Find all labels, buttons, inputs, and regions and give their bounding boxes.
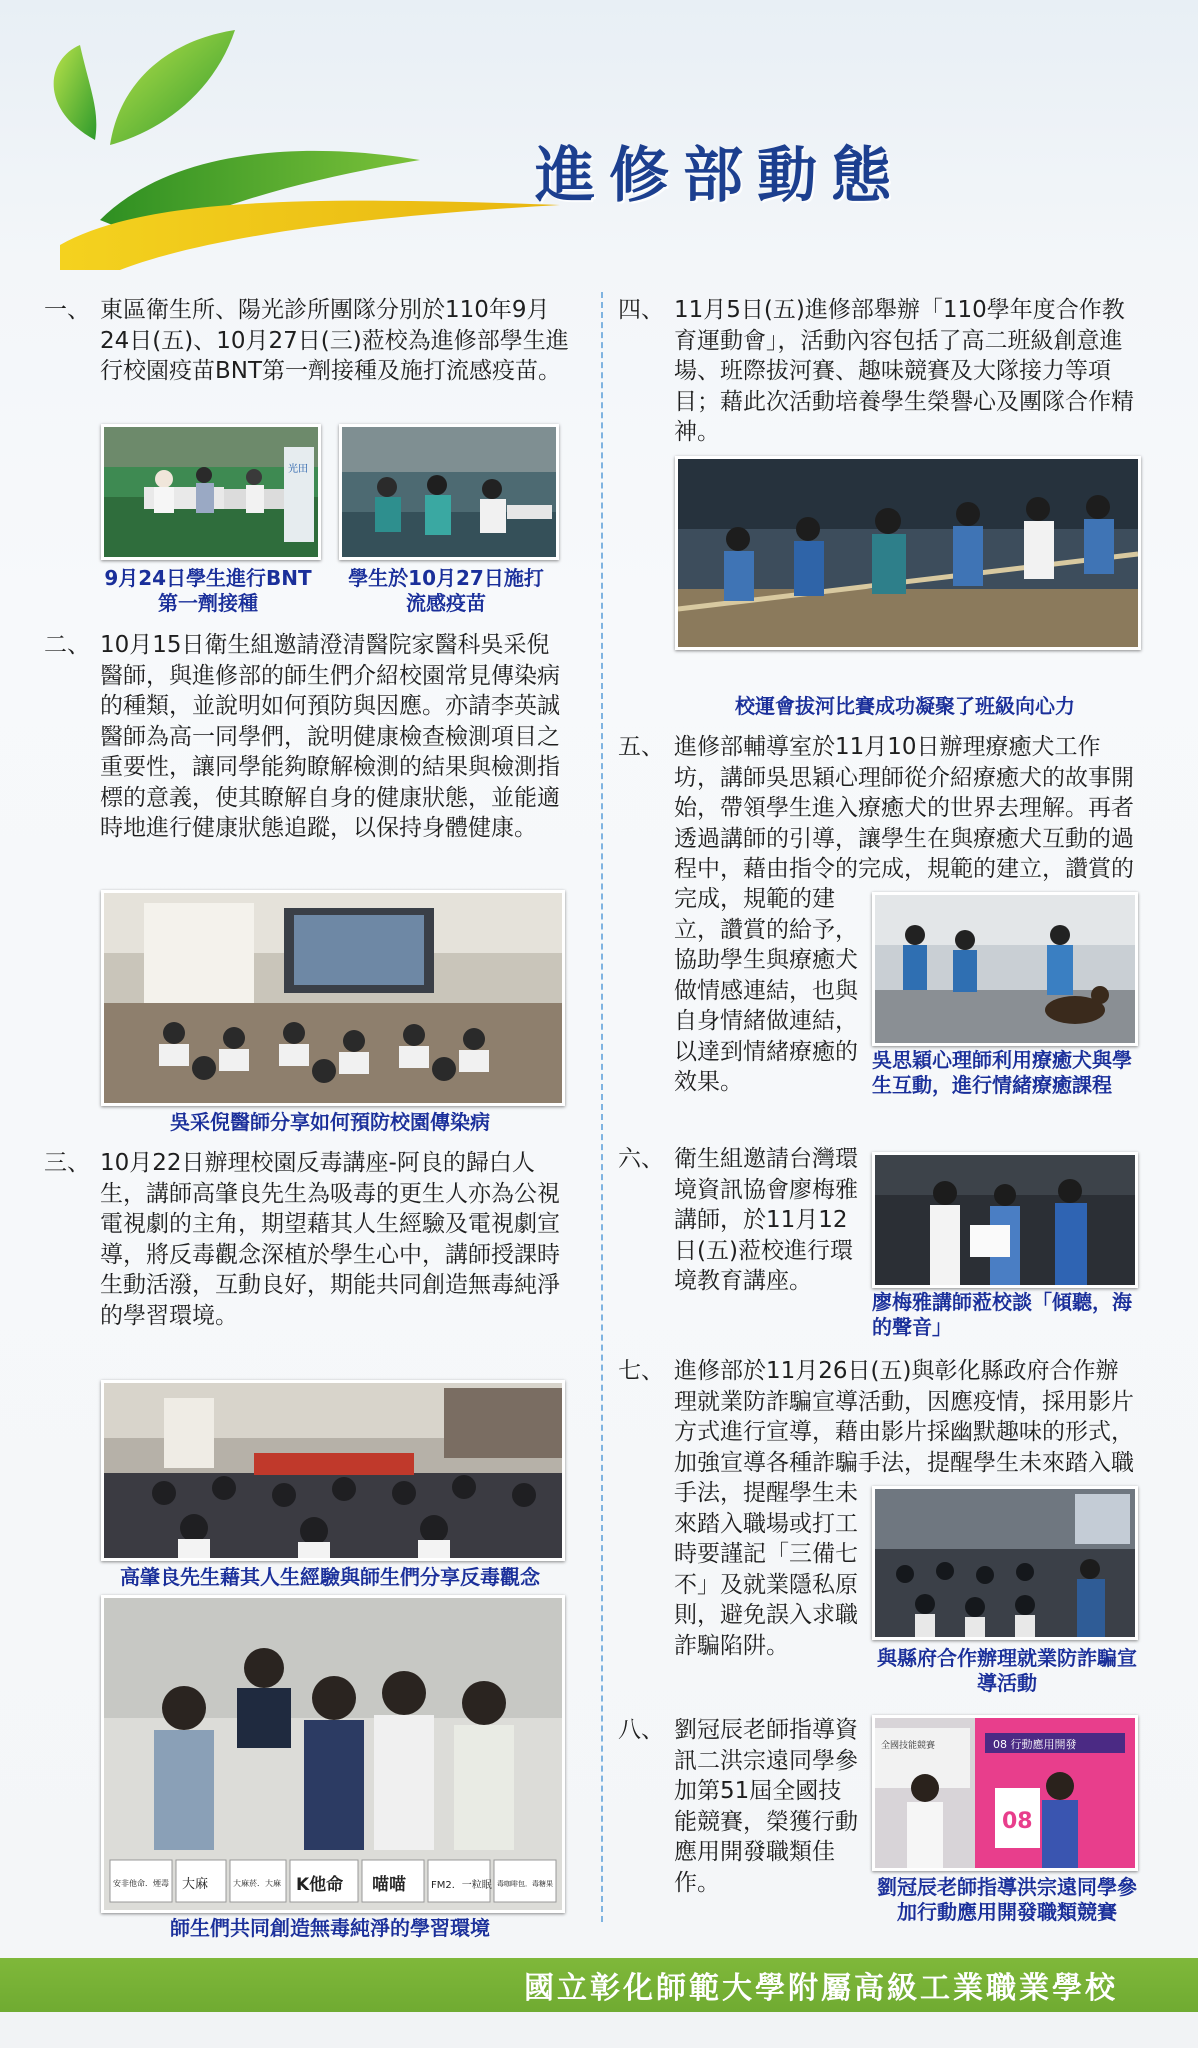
banner-text: 08 行動應用開發 — [993, 1738, 1077, 1751]
section-1 — [44, 295, 570, 387]
placard-text: FM2．一粒眠 — [431, 1880, 492, 1891]
section-text: 進修部於11月26日(五)與彰化縣政府合作辦理就業防詐騙宣導活動，因應疫情，採用影片方式進行宣導，藉由影片採幽默趣味的形式，加強宣導各種詐騙手法，提醒學生未來踏入職 — [674, 1358, 1134, 1476]
section-number: 六、 — [618, 1146, 664, 1172]
caption-antidrug-lecture: 高肇良先生藉其人生經驗與師生們分享反毒觀念 — [120, 1565, 540, 1589]
section-text-continued: 完成，規範的建立，讚賞的給予，協助學生與療癒犬做情感連結，也與自身情緒做連結，以達到情緒療癒的效果。 — [674, 886, 858, 1095]
caption-drug-free-group: 師生們共同創造無毒純淨的學習環境 — [170, 1916, 490, 1940]
section-5-continued — [618, 884, 864, 1098]
photo-flu-vaccine — [339, 424, 559, 560]
placard-text: 喵喵 — [372, 1875, 406, 1895]
section-4 — [618, 295, 1138, 448]
section-number: 五、 — [618, 734, 664, 760]
page-title: 進修部動態 — [535, 141, 905, 211]
photo-antidrug-lecture — [101, 1380, 565, 1561]
photo-skills-competition — [872, 1715, 1138, 1871]
section-2 — [44, 630, 570, 844]
header — [0, 0, 1198, 270]
caption-disease-lecture: 吳采倪醫師分享如何預防校園傳染病 — [170, 1110, 490, 1134]
section-number: 一、 — [44, 297, 90, 323]
caption-skills-competition: 劉冠辰老師指導洪宗遠同學參加行動應用開發職類競賽 — [877, 1875, 1137, 1924]
section-3 — [44, 1148, 570, 1331]
section-text: 東區衛生所、陽光診所團隊分別於110年9月24日(五)、10月27日(三)蒞校為進修部學生進行校園疫苗BNT第一劑接種及施打流感疫苗。 — [100, 297, 569, 384]
section-5 — [618, 732, 1138, 884]
placard-text: 安非他命．煙毒 — [113, 1879, 169, 1888]
section-text: 10月22日辦理校園反毒講座-阿良的歸白人生，講師高肇良先生為吸毒的更生人亦為公視電視劇的主角，期望藉其人生經驗及電視劇宣導，將反毒觀念深植於學生心中，講師授課時生動活潑，互動良好，期能共同創造無毒純淨的學習環境。 — [100, 1150, 560, 1329]
footer-strip — [0, 2012, 1198, 2048]
photo-tug-of-war — [675, 456, 1141, 650]
photo-vaccine-bnt — [101, 424, 321, 560]
photo-environment-lecture — [872, 1152, 1138, 1288]
board-text: 全國技能競賽 — [881, 1741, 936, 1751]
section-text: 進修部輔導室於11月10日辦理療癒犬工作坊，講師吳思穎心理師從介紹療癒犬的故事開始，帶領學生進入療癒犬的世界去理解。再者透過講師的引導，讓學生在與療癒犬互動的過程中，藉由指令的完成，規範的建立，讚賞的 — [674, 734, 1134, 882]
section-text: 11月5日(五)進修部舉辦「110學年度合作教育運動會」，活動內容包括了高二班級創意進場、班際拔河賽、趣味競賽及大隊接力等項目；藉此次活動培養學生榮譽心及團隊合作精神。 — [674, 297, 1134, 445]
section-number: 二、 — [44, 632, 90, 658]
photo-drug-free-group — [101, 1595, 565, 1913]
section-7-continued — [618, 1478, 864, 1661]
photo-therapy-dog — [872, 892, 1138, 1046]
caption-flu-vaccine: 學生於10月27日施打流感疫苗 — [348, 566, 544, 615]
section-number: 八、 — [618, 1717, 664, 1743]
sign-text: 08 — [1002, 1809, 1033, 1834]
placard-text: K他命 — [296, 1875, 344, 1895]
placard-text: 毒咖啡包．毒糖果 — [497, 1880, 553, 1888]
placard-text: 大麻 — [182, 1877, 209, 1892]
section-number: 七、 — [618, 1358, 664, 1384]
photo-fraud-prevention — [872, 1486, 1138, 1640]
caption-therapy-dog: 吳思穎心理師利用療癒犬與學生互動，進行情緒療癒課程 — [872, 1048, 1132, 1097]
section-number: 三、 — [44, 1150, 90, 1176]
caption-environment-lecture: 廖梅雅講師蒞校談「傾聽，海的聲音」 — [872, 1290, 1132, 1339]
photo-disease-lecture — [101, 890, 565, 1106]
section-number: 四、 — [618, 297, 664, 323]
caption-fraud-prevention: 與縣府合作辦理就業防詐騙宣導活動 — [877, 1646, 1137, 1695]
caption-tug-of-war: 校運會拔河比賽成功凝聚了班級向心力 — [735, 694, 1075, 718]
placard-text: 大麻菸．大麻 — [233, 1879, 281, 1888]
section-6 — [618, 1144, 864, 1297]
section-text: 衛生組邀請台灣環境資訊協會廖梅雅講師，於11月12日(五)蒞校進行環境教育講座。 — [674, 1146, 858, 1294]
section-text: 劉冠辰老師指導資訊二洪宗遠同學參加第51屆全國技能競賽，榮獲行動應用開發職類佳作。 — [674, 1717, 858, 1896]
section-text-continued: 手法，提醒學生未來踏入職場或打工時要謹記「三備七不」及就業隱私原則，避免誤入求職詐騙陷阱。 — [674, 1480, 858, 1659]
section-8 — [618, 1715, 864, 1898]
section-7 — [618, 1356, 1138, 1478]
school-name: 國立彰化師範大學附屬高級工業職業學校 — [524, 1971, 1118, 2006]
column-divider — [601, 292, 603, 1922]
caption-vaccine-bnt: 9月24日學生進行BNT第一劑接種 — [104, 566, 312, 615]
photo-sign-text: 光田 — [288, 464, 308, 475]
section-text: 10月15日衛生組邀請澄清醫院家醫科吳采倪醫師，與進修部的師生們介紹校園常見傳染病的種類，並說明如何預防與因應。亦請李英誠醫師為高一同學們，說明健康檢查檢測項目之重要性，讓同學能夠瞭解檢測的結果與檢測指標的意義，使其瞭解自身的健康狀態，並能適時地進行健康狀態追蹤，以保持身體健康。 — [100, 632, 560, 841]
